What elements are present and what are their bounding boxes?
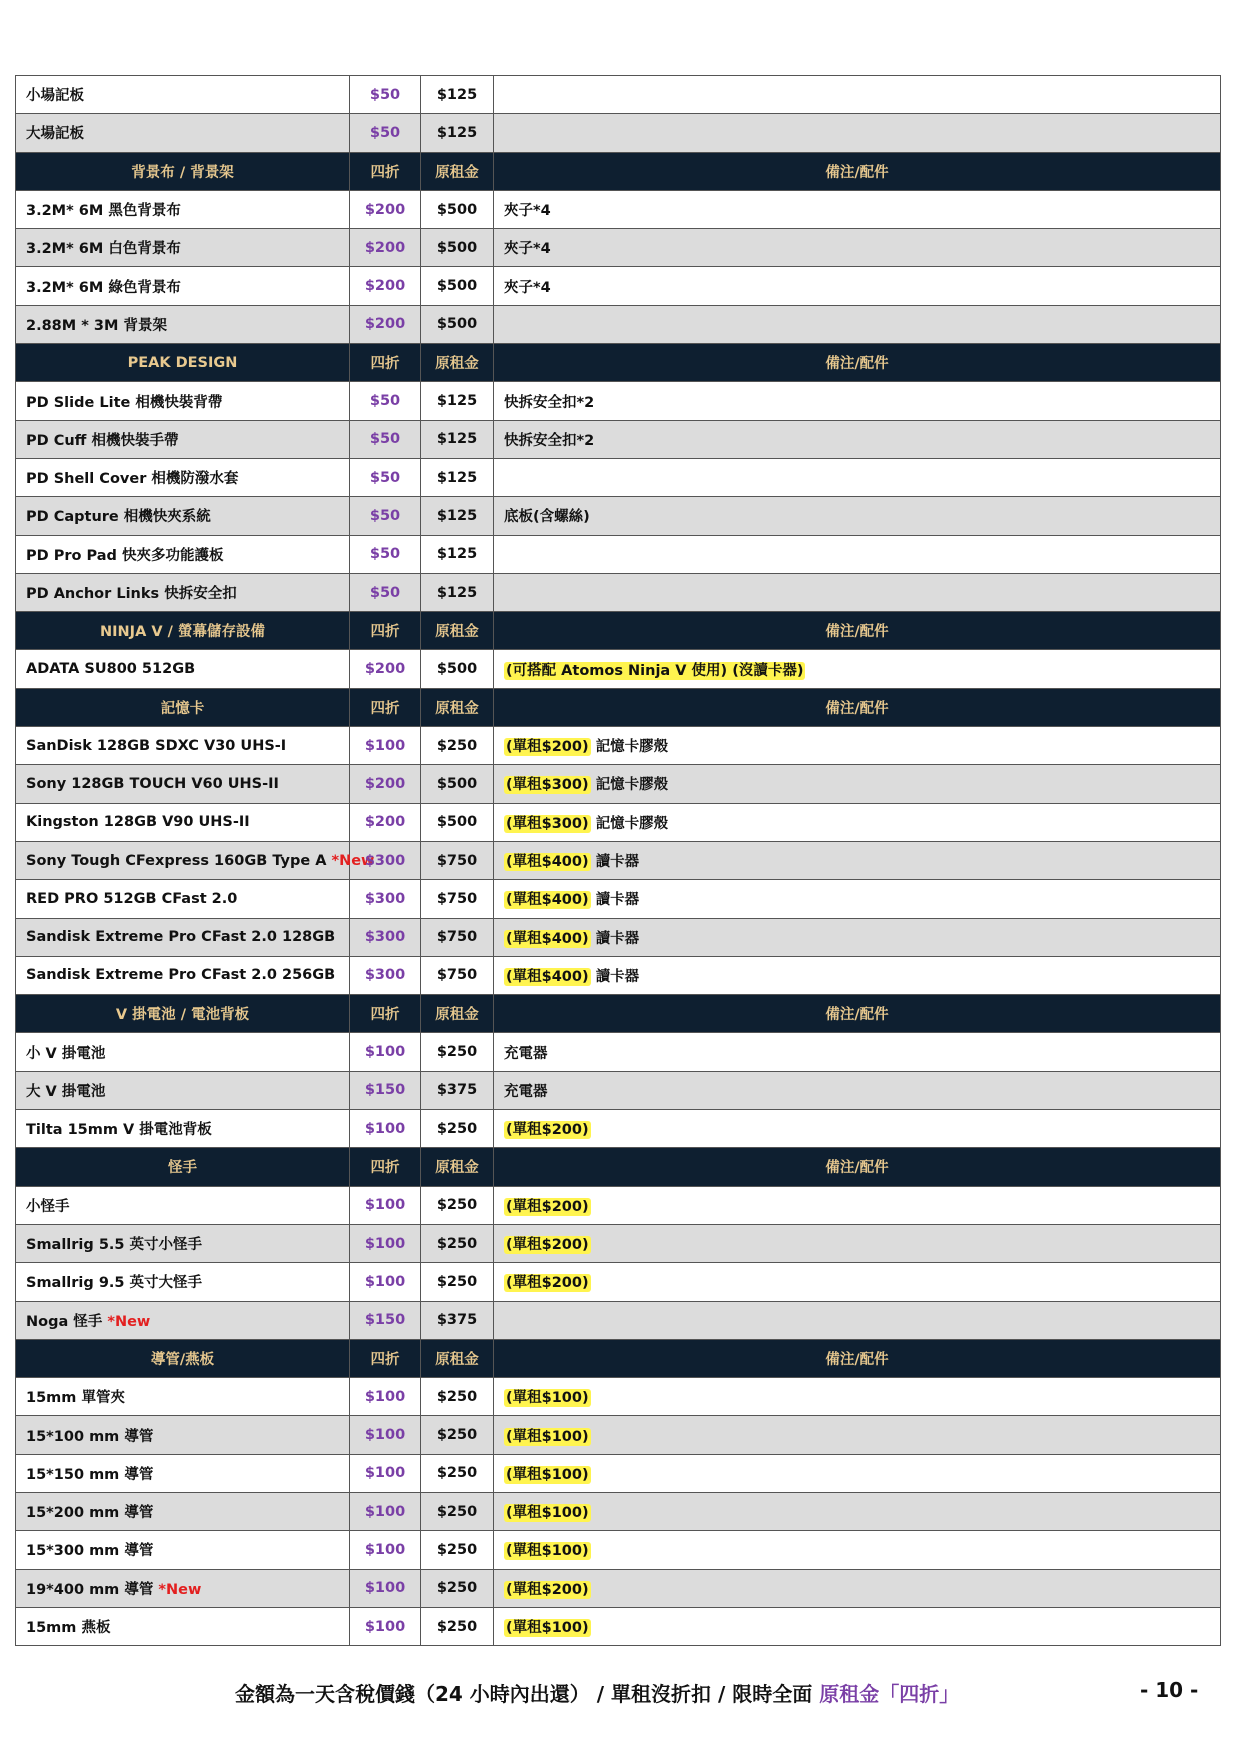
table-row — [16, 190, 1221, 228]
item-name-cell — [16, 535, 350, 573]
item-name: PD Shell Cover 相機防潑水套 — [26, 471, 239, 488]
item-name-cell — [16, 1607, 350, 1645]
discount-price: $100 — [350, 1224, 421, 1262]
note-text: 讀卡器 — [595, 892, 640, 909]
discount-header: 四折 — [350, 1148, 421, 1186]
original-price: $125 — [421, 497, 494, 535]
item-name-cell — [16, 1531, 350, 1569]
item-name-cell — [16, 880, 350, 918]
original-price-header: 原租金 — [421, 995, 494, 1033]
table-row — [16, 765, 1221, 803]
table-row — [16, 841, 1221, 879]
item-name: PD Capture 相機快夾系統 — [26, 509, 211, 526]
discount-price: $300 — [350, 918, 421, 956]
table-row — [16, 305, 1221, 343]
discount-price: $150 — [350, 1071, 421, 1109]
notes-header: 備注/配件 — [494, 152, 1221, 190]
new-badge: *New — [331, 852, 375, 869]
original-price: $250 — [421, 1531, 494, 1569]
discount-header: 四折 — [350, 1339, 421, 1377]
rental-highlight: (單租$200) — [506, 1581, 589, 1598]
rental-highlight: (單租$200) — [506, 1122, 589, 1139]
discount-header: 四折 — [350, 688, 421, 726]
original-price: $750 — [421, 880, 494, 918]
table-row — [16, 803, 1221, 841]
original-price: $250 — [421, 1186, 494, 1224]
item-name-cell — [16, 1416, 350, 1454]
note-cell — [494, 305, 1221, 343]
item-name: 大 V 掛電池 — [26, 1083, 106, 1100]
item-name: Sony Tough CFexpress 160GB Type A — [26, 852, 327, 869]
item-name-cell — [16, 190, 350, 228]
table-row — [16, 1263, 1221, 1301]
footer-text — [235, 1678, 959, 1707]
discount-price: $300 — [350, 956, 421, 994]
original-price: $125 — [421, 573, 494, 611]
discount-price: $50 — [350, 420, 421, 458]
table-row — [16, 458, 1221, 496]
item-name-cell — [16, 1224, 350, 1262]
note-cell — [494, 1607, 1221, 1645]
original-price: $125 — [421, 114, 494, 152]
discount-price: $50 — [350, 382, 421, 420]
notes-header: 備注/配件 — [494, 1339, 1221, 1377]
item-name-cell — [16, 841, 375, 879]
rental-highlight: (單租$200) — [506, 1198, 589, 1215]
item-name-cell — [16, 1071, 350, 1109]
item-name-cell — [16, 420, 350, 458]
discount-price: $100 — [350, 1531, 421, 1569]
discount-price: $100 — [350, 1607, 421, 1645]
discount-price: $100 — [350, 1378, 421, 1416]
note-text: 記憶卡膠殼 — [595, 739, 669, 756]
note-text: 夾子*4 — [504, 279, 551, 296]
section-header — [16, 1148, 1221, 1186]
note-text: 充電器 — [504, 1083, 548, 1100]
original-price: $250 — [421, 1569, 494, 1607]
item-name-cell — [16, 1263, 350, 1301]
note-text: 夾子*4 — [504, 241, 551, 258]
new-badge: *New — [107, 1313, 151, 1330]
notes-header: 備注/配件 — [494, 995, 1221, 1033]
original-price: $375 — [421, 1301, 494, 1339]
note-cell — [494, 229, 1221, 267]
item-name-cell — [16, 1569, 350, 1607]
table-row — [16, 573, 1221, 611]
section-title: NINJA V / 螢幕儲存設備 — [16, 612, 350, 650]
item-name: PD Cuff 相機快裝手帶 — [26, 432, 179, 449]
item-name: 3.2M* 6M 綠色背景布 — [26, 279, 181, 296]
new-badge: *New — [158, 1581, 202, 1598]
note-text: 底板(含螺絲) — [504, 509, 590, 526]
note-cell — [494, 420, 1221, 458]
note-cell — [494, 497, 1221, 535]
table-row — [16, 1416, 1221, 1454]
section-title: 導管/燕板 — [16, 1339, 350, 1377]
original-price-header: 原租金 — [421, 1339, 494, 1377]
original-price: $125 — [421, 420, 494, 458]
section-header — [16, 995, 1221, 1033]
discount-price: $100 — [350, 1416, 421, 1454]
item-name: Tilta 15mm V 掛電池背板 — [26, 1122, 212, 1139]
note-cell — [494, 1033, 1221, 1071]
section-title: 背景布 / 背景架 — [16, 152, 350, 190]
discount-header: 四折 — [350, 995, 421, 1033]
table-row — [16, 1607, 1221, 1645]
table-row — [16, 1531, 1221, 1569]
item-name-cell — [16, 1492, 350, 1530]
item-name-cell — [16, 382, 350, 420]
table-row — [16, 1033, 1221, 1071]
original-price: $250 — [421, 1263, 494, 1301]
notes-header: 備注/配件 — [494, 612, 1221, 650]
discount-price: $200 — [350, 190, 421, 228]
table-row — [16, 1301, 1221, 1339]
discount-price: $200 — [350, 229, 421, 267]
table-row — [16, 1454, 1221, 1492]
item-name-cell — [16, 1110, 350, 1148]
item-name: 15*150 mm 導管 — [26, 1466, 154, 1483]
original-price: $500 — [421, 650, 494, 688]
note-cell — [494, 1263, 1221, 1301]
rental-highlight: (單租$300) — [506, 777, 589, 794]
table-row — [16, 497, 1221, 535]
note-text: 讀卡器 — [595, 930, 640, 947]
original-price: $500 — [421, 229, 494, 267]
table-row — [16, 1378, 1221, 1416]
item-name-cell — [16, 114, 350, 152]
note-text: 充電器 — [504, 1045, 548, 1062]
item-name-cell — [16, 918, 350, 956]
note-cell — [494, 1531, 1221, 1569]
item-name-cell — [16, 1378, 350, 1416]
original-price-header: 原租金 — [421, 688, 494, 726]
note-cell — [494, 267, 1221, 305]
section-header — [16, 688, 1221, 726]
original-price: $750 — [421, 841, 494, 879]
rental-highlight: (單租$100) — [506, 1466, 589, 1483]
note-cell — [494, 76, 1221, 114]
original-price: $500 — [421, 267, 494, 305]
rental-highlight: (單租$100) — [506, 1505, 589, 1522]
discount-price: $100 — [350, 1110, 421, 1148]
item-name-cell — [16, 1033, 350, 1071]
item-name-cell — [16, 956, 350, 994]
item-name: Smallrig 9.5 英寸大怪手 — [26, 1275, 203, 1292]
note-cell — [494, 1454, 1221, 1492]
table-row — [16, 114, 1221, 152]
note-cell — [494, 190, 1221, 228]
original-price: $125 — [421, 76, 494, 114]
original-price: $500 — [421, 803, 494, 841]
rental-highlight: (單租$100) — [506, 1390, 589, 1407]
note-text: 讀卡器 — [595, 854, 640, 871]
table-row — [16, 1186, 1221, 1224]
note-cell — [494, 535, 1221, 573]
original-price: $250 — [421, 1033, 494, 1071]
original-price-header: 原租金 — [421, 152, 494, 190]
rental-highlight: (單租$100) — [506, 1620, 589, 1637]
item-name: 小場記板 — [26, 88, 84, 105]
note-cell — [494, 880, 1221, 918]
footer — [0, 1678, 1240, 1708]
discount-header: 四折 — [350, 152, 421, 190]
section-header — [16, 612, 1221, 650]
note-cell — [494, 727, 1221, 765]
original-price: $375 — [421, 1071, 494, 1109]
original-price: $250 — [421, 1110, 494, 1148]
rental-highlight: (單租$100) — [506, 1428, 589, 1445]
notes-header: 備注/配件 — [494, 1148, 1221, 1186]
rental-highlight: (單租$400) — [506, 968, 589, 985]
notes-header: 備注/配件 — [494, 344, 1221, 382]
original-price: $125 — [421, 535, 494, 573]
note-cell — [494, 1492, 1221, 1530]
discount-price: $100 — [350, 1263, 421, 1301]
original-price: $250 — [421, 1454, 494, 1492]
item-name: 3.2M* 6M 黑色背景布 — [26, 203, 181, 220]
rental-highlight: (單租$400) — [506, 892, 589, 909]
item-name-cell — [16, 765, 350, 803]
rental-highlight: (可搭配 Atomos Ninja V 使用) (沒讀卡器) — [506, 662, 804, 679]
original-price: $250 — [421, 727, 494, 765]
item-name-cell — [16, 1186, 350, 1224]
table-row — [16, 880, 1221, 918]
item-name: 15*200 mm 導管 — [26, 1505, 154, 1522]
table-row — [16, 1492, 1221, 1530]
section-title: PEAK DESIGN — [16, 344, 350, 382]
discount-price: $100 — [350, 1454, 421, 1492]
discount-price: $200 — [350, 803, 421, 841]
original-price: $750 — [421, 918, 494, 956]
discount-price: $50 — [350, 458, 421, 496]
table-row — [16, 1569, 1221, 1607]
note-cell — [494, 1378, 1221, 1416]
discount-price: $50 — [350, 76, 421, 114]
discount-price: $200 — [350, 650, 421, 688]
note-text: 記憶卡膠殼 — [595, 777, 669, 794]
item-name-cell — [16, 1301, 350, 1339]
page-number: - 10 - — [1140, 1678, 1199, 1702]
table-row — [16, 1110, 1221, 1148]
section-header — [16, 152, 1221, 190]
note-cell — [494, 650, 1221, 688]
table-row — [16, 727, 1221, 765]
item-name-cell — [16, 229, 350, 267]
table-row — [16, 1224, 1221, 1262]
note-text: 快拆安全扣*2 — [504, 394, 595, 411]
item-name: Sony 128GB TOUCH V60 UHS-II — [26, 775, 279, 792]
original-price: $250 — [421, 1607, 494, 1645]
item-name: Noga 怪手 — [26, 1313, 103, 1330]
discount-price: $100 — [350, 1033, 421, 1071]
table-row — [16, 229, 1221, 267]
item-name: Sandisk Extreme Pro CFast 2.0 128GB — [26, 929, 336, 946]
discount-header: 四折 — [350, 612, 421, 650]
original-price: $250 — [421, 1224, 494, 1262]
original-price: $250 — [421, 1492, 494, 1530]
item-name: 小怪手 — [26, 1198, 70, 1215]
item-name-cell — [16, 458, 350, 496]
item-name: ADATA SU800 512GB — [26, 661, 196, 678]
rental-highlight: (單租$400) — [506, 854, 589, 871]
note-cell — [494, 841, 1221, 879]
original-price-header: 原租金 — [421, 612, 494, 650]
item-name: 小 V 掛電池 — [26, 1045, 106, 1062]
original-price: $125 — [421, 382, 494, 420]
table-row — [16, 382, 1221, 420]
section-header — [16, 1339, 1221, 1377]
note-cell — [494, 382, 1221, 420]
rental-highlight: (單租$300) — [506, 815, 589, 832]
original-price-header: 原租金 — [421, 344, 494, 382]
original-price: $125 — [421, 458, 494, 496]
item-name-cell — [16, 267, 350, 305]
note-cell — [494, 1071, 1221, 1109]
note-text: 記憶卡膠殼 — [595, 815, 669, 832]
discount-price: $100 — [350, 727, 421, 765]
section-title: 記憶卡 — [16, 688, 350, 726]
item-name-cell — [16, 1454, 350, 1492]
note-text: 快拆安全扣*2 — [504, 432, 595, 449]
item-name: 3.2M* 6M 白色背景布 — [26, 241, 181, 258]
discount-price: $300 — [350, 841, 421, 879]
table-row — [16, 535, 1221, 573]
original-price: $500 — [421, 190, 494, 228]
discount-price: $50 — [350, 535, 421, 573]
discount-price: $200 — [350, 305, 421, 343]
section-title: 怪手 — [16, 1148, 350, 1186]
note-cell — [494, 1301, 1221, 1339]
item-name-cell — [16, 497, 350, 535]
item-name-cell — [16, 727, 350, 765]
original-price: $500 — [421, 765, 494, 803]
item-name-cell — [16, 573, 350, 611]
note-cell — [494, 1416, 1221, 1454]
item-name-cell — [16, 803, 350, 841]
discount-price: $100 — [350, 1492, 421, 1530]
item-name: PD Slide Lite 相機快裝背帶 — [26, 394, 223, 411]
note-cell — [494, 114, 1221, 152]
item-name: 19*400 mm 導管 — [26, 1581, 154, 1598]
footer-accent-text: 原租金「四折」 — [819, 1682, 960, 1706]
item-name: 15mm 燕板 — [26, 1620, 111, 1637]
discount-price: $200 — [350, 765, 421, 803]
original-price: $750 — [421, 956, 494, 994]
original-price: $250 — [421, 1378, 494, 1416]
section-title: V 掛電池 / 電池背板 — [16, 995, 350, 1033]
note-cell — [494, 1224, 1221, 1262]
rental-highlight: (單租$200) — [506, 1237, 589, 1254]
original-price: $500 — [421, 305, 494, 343]
discount-price: $50 — [350, 573, 421, 611]
rental-highlight: (單租$200) — [506, 739, 589, 756]
table-row — [16, 1071, 1221, 1109]
table-row — [16, 420, 1221, 458]
item-name-cell — [16, 305, 350, 343]
notes-header: 備注/配件 — [494, 688, 1221, 726]
item-name: 2.88M * 3M 背景架 — [26, 317, 167, 334]
discount-price: $100 — [350, 1569, 421, 1607]
table-row — [16, 76, 1221, 114]
table-row — [16, 267, 1221, 305]
note-cell — [494, 765, 1221, 803]
original-price: $250 — [421, 1416, 494, 1454]
discount-price: $200 — [350, 267, 421, 305]
item-name: Kingston 128GB V90 UHS-II — [26, 814, 250, 831]
item-name: 15*300 mm 導管 — [26, 1543, 154, 1560]
note-cell — [494, 918, 1221, 956]
discount-header: 四折 — [350, 344, 421, 382]
discount-price: $150 — [350, 1301, 421, 1339]
item-name: SanDisk 128GB SDXC V30 UHS-I — [26, 737, 287, 754]
item-name: PD Pro Pad 快夾多功能護板 — [26, 547, 224, 564]
rental-highlight: (單租$400) — [506, 930, 589, 947]
note-cell — [494, 573, 1221, 611]
discount-price: $50 — [350, 114, 421, 152]
item-name: Smallrig 5.5 英寸小怪手 — [26, 1237, 203, 1254]
table-row — [16, 956, 1221, 994]
note-text: 夾子*4 — [504, 203, 551, 220]
table-row — [16, 650, 1221, 688]
note-cell — [494, 956, 1221, 994]
section-header — [16, 344, 1221, 382]
note-cell — [494, 1569, 1221, 1607]
note-cell — [494, 803, 1221, 841]
rental-highlight: (單租$200) — [506, 1275, 589, 1292]
discount-price: $100 — [350, 1186, 421, 1224]
table-row — [16, 918, 1221, 956]
item-name: Sandisk Extreme Pro CFast 2.0 256GB — [26, 967, 336, 984]
note-cell — [494, 1110, 1221, 1148]
original-price-header: 原租金 — [421, 1148, 494, 1186]
item-name: PD Anchor Links 快拆安全扣 — [26, 586, 237, 602]
item-name: 大場記板 — [26, 126, 84, 143]
rental-highlight: (單租$100) — [506, 1543, 589, 1560]
item-name-cell — [16, 76, 350, 114]
price-table — [15, 75, 1221, 1646]
item-name-cell — [16, 650, 350, 688]
table-body — [16, 76, 1221, 1646]
discount-price: $300 — [350, 880, 421, 918]
note-cell — [494, 458, 1221, 496]
item-name: 15mm 單管夾 — [26, 1390, 125, 1407]
note-cell — [494, 1186, 1221, 1224]
item-name: 15*100 mm 導管 — [26, 1428, 154, 1445]
item-name: RED PRO 512GB CFast 2.0 — [26, 890, 238, 907]
discount-price: $50 — [350, 497, 421, 535]
footer-main-text: 金額為一天含稅價錢（24 小時內出還） / 單租沒折扣 / 限時全面 — [235, 1682, 820, 1706]
note-text: 讀卡器 — [595, 968, 640, 985]
